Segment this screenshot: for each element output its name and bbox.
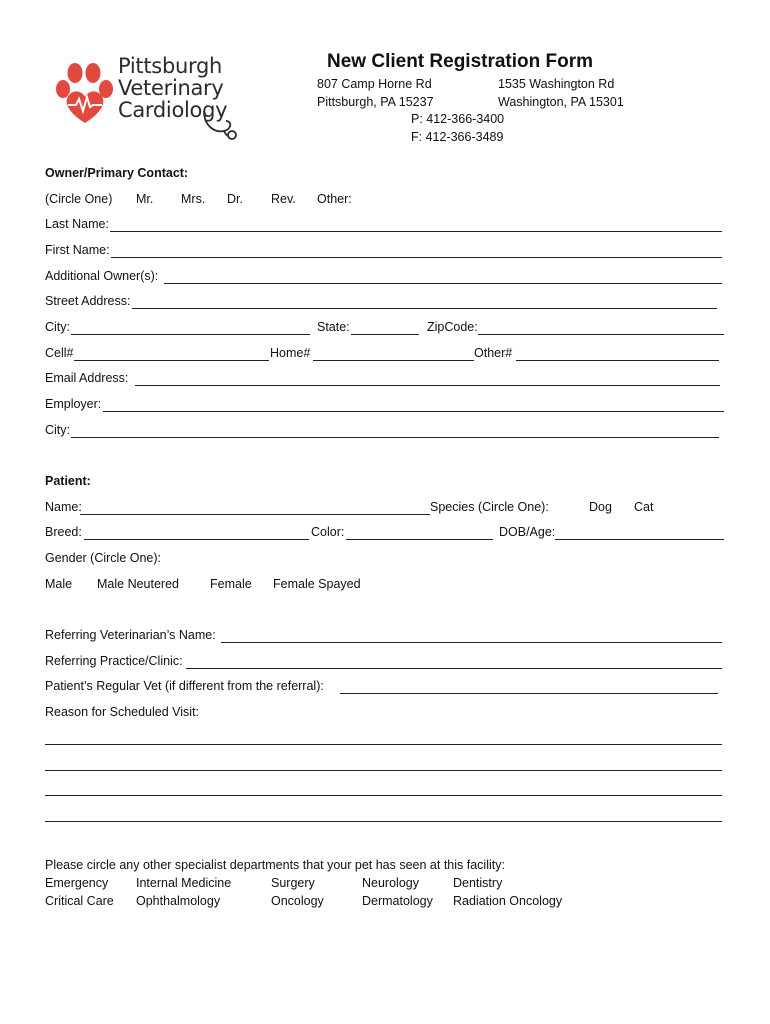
fax-number: F: 412-366-3489 bbox=[411, 130, 504, 144]
specialist-surgery[interactable]: Surgery bbox=[271, 876, 315, 890]
patient-name-label: Name: bbox=[45, 500, 82, 514]
patient-name-field[interactable] bbox=[80, 514, 430, 515]
specialist-internal-medicine[interactable]: Internal Medicine bbox=[136, 876, 232, 890]
specialist-oncology[interactable]: Oncology bbox=[271, 894, 324, 908]
additional-owners-field[interactable] bbox=[164, 283, 722, 284]
last-name-field[interactable] bbox=[110, 231, 722, 232]
color-field[interactable] bbox=[346, 539, 493, 540]
title-option-mr[interactable]: Mr. bbox=[136, 192, 154, 206]
specialist-dermatology[interactable]: Dermatology bbox=[362, 894, 433, 908]
logo-line-3: Cardiology bbox=[118, 98, 228, 122]
owner-circle-one: (Circle One) bbox=[45, 192, 113, 206]
street-address-label: Street Address: bbox=[45, 294, 131, 308]
additional-owners-label: Additional Owner(s): bbox=[45, 269, 159, 283]
specialist-radiation-oncology[interactable]: Radiation Oncology bbox=[453, 894, 563, 908]
cell-label: Cell# bbox=[45, 346, 74, 360]
employer-city-field[interactable] bbox=[71, 437, 719, 438]
paw-heart-icon bbox=[52, 61, 118, 125]
specialist-neurology[interactable]: Neurology bbox=[362, 876, 419, 890]
regular-vet-label: Patient’s Regular Vet (if different from the referral): bbox=[45, 679, 324, 693]
color-label: Color: bbox=[311, 525, 345, 539]
phone-number: P: 412-366-3400 bbox=[411, 112, 505, 126]
gender-label: Gender (Circle One): bbox=[45, 551, 162, 565]
email-field[interactable] bbox=[135, 385, 720, 386]
last-name-label: Last Name: bbox=[45, 217, 109, 231]
email-label: Email Address: bbox=[45, 371, 129, 385]
employer-field[interactable] bbox=[103, 411, 724, 412]
employer-city-label: City: bbox=[45, 423, 70, 437]
reason-line-4[interactable] bbox=[45, 821, 722, 822]
zipcode-label: ZipCode: bbox=[427, 320, 478, 334]
species-label: Species (Circle One): bbox=[430, 500, 549, 514]
title-option-other[interactable]: Other: bbox=[317, 192, 352, 206]
referring-practice-field[interactable] bbox=[186, 668, 722, 669]
owner-heading: Owner/Primary Contact: bbox=[45, 166, 189, 180]
state-label: State: bbox=[317, 320, 350, 334]
referring-vet-label: Referring Veterinarian’s Name: bbox=[45, 628, 216, 642]
reason-line-3[interactable] bbox=[45, 795, 722, 796]
regular-vet-field[interactable] bbox=[340, 693, 718, 694]
species-option-dog[interactable]: Dog bbox=[589, 500, 612, 514]
specialist-critical-care[interactable]: Critical Care bbox=[45, 894, 114, 908]
referring-practice-label: Referring Practice/Clinic: bbox=[45, 654, 183, 668]
home-field[interactable] bbox=[313, 360, 474, 361]
home-label: Home# bbox=[270, 346, 311, 360]
dob-field[interactable] bbox=[555, 539, 724, 540]
dob-label: DOB/Age: bbox=[499, 525, 556, 539]
specialist-dentistry[interactable]: Dentistry bbox=[453, 876, 503, 890]
stethoscope-icon bbox=[202, 109, 242, 145]
address-left-line1: 807 Camp Horne Rd bbox=[317, 77, 432, 91]
other-phone-label: Other# bbox=[474, 346, 513, 360]
address-right-line2: Washington, PA 15301 bbox=[498, 95, 624, 109]
reason-line-2[interactable] bbox=[45, 770, 722, 771]
address-left-line2: Pittsburgh, PA 15237 bbox=[317, 95, 434, 109]
specialist-emergency[interactable]: Emergency bbox=[45, 876, 109, 890]
reason-line-1[interactable] bbox=[45, 744, 722, 745]
patient-heading: Patient: bbox=[45, 474, 91, 488]
gender-option-female[interactable]: Female bbox=[210, 577, 252, 591]
specialist-ophthalmology[interactable]: Ophthalmology bbox=[136, 894, 221, 908]
species-option-cat[interactable]: Cat bbox=[634, 500, 654, 514]
form-title: New Client Registration Form bbox=[327, 51, 594, 72]
first-name-label: First Name: bbox=[45, 243, 110, 257]
first-name-field[interactable] bbox=[111, 257, 722, 258]
logo-line-2: Veterinary bbox=[118, 76, 224, 100]
gender-option-female-spayed[interactable]: Female Spayed bbox=[273, 577, 361, 591]
specialists-prompt: Please circle any other specialist departments that your pet has seen at this facility: bbox=[45, 858, 505, 872]
zipcode-field[interactable] bbox=[478, 334, 724, 335]
logo-line-1: Pittsburgh bbox=[118, 54, 222, 78]
clinic-logo bbox=[52, 55, 242, 145]
street-address-field[interactable] bbox=[132, 308, 717, 309]
title-option-dr[interactable]: Dr. bbox=[227, 192, 243, 206]
gender-option-male[interactable]: Male bbox=[45, 577, 73, 591]
other-phone-field[interactable] bbox=[516, 360, 719, 361]
title-option-rev[interactable]: Rev. bbox=[271, 192, 296, 206]
breed-label: Breed: bbox=[45, 525, 82, 539]
title-option-mrs[interactable]: Mrs. bbox=[181, 192, 206, 206]
breed-field[interactable] bbox=[84, 539, 309, 540]
employer-label: Employer: bbox=[45, 397, 102, 411]
gender-option-male-neutered[interactable]: Male Neutered bbox=[97, 577, 179, 591]
referring-vet-field[interactable] bbox=[221, 642, 722, 643]
reason-label: Reason for Scheduled Visit: bbox=[45, 705, 200, 719]
address-right-line1: 1535 Washington Rd bbox=[498, 77, 615, 91]
state-field[interactable] bbox=[351, 334, 419, 335]
city-field[interactable] bbox=[71, 334, 310, 335]
city-label: City: bbox=[45, 320, 70, 334]
cell-field[interactable] bbox=[74, 360, 269, 361]
